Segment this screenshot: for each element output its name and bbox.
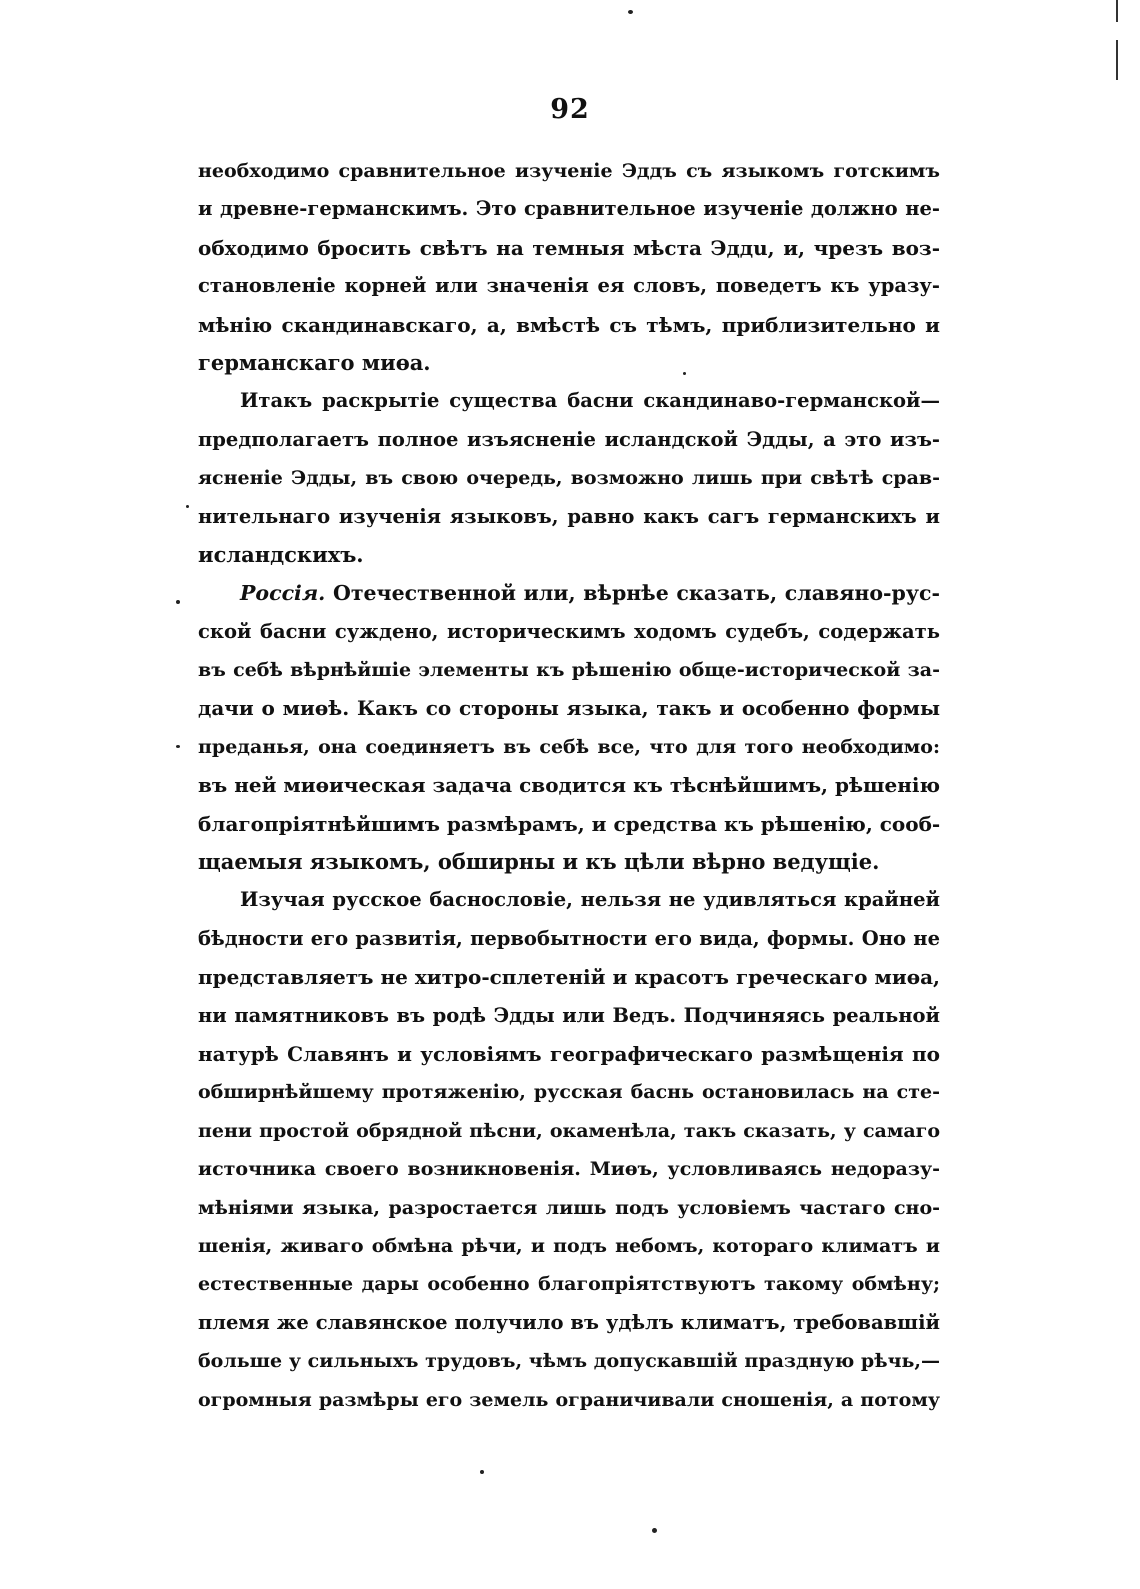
text-line: нительнаго изученія языковъ, равно какъ сагъ германскихъ и (198, 504, 940, 528)
scan-speck (176, 600, 180, 604)
text-line: представляетъ не хитро-сплетеній и красотъ греческаго миөа, (198, 965, 940, 990)
text-line: германскаго миөа. (198, 349, 431, 375)
paragraph-3 (198, 574, 940, 881)
text-line: ясненіе Эдды, въ свою очередь, возможно лишь при свѣтѣ срав- (198, 467, 940, 490)
text-line: племя же славянское получило въ удѣлъ климатъ, требовавшій (198, 1310, 940, 1334)
scan-speck (176, 745, 180, 748)
text-line: источника своего возникновенія. Миөъ, условливаясь недоразу- (198, 1158, 940, 1181)
text-line: шенія, живаго обмѣна рѣчи, и подъ небомъ, котораго климатъ и (198, 1234, 940, 1257)
text-line: предполагаетъ полное изъясненіе исландской Эдды, а это изъ- (198, 427, 940, 451)
scan-speck (186, 505, 189, 508)
text-line: мѣніями языка, разростается лишь подъ условіемъ частаго сно- (198, 1196, 940, 1219)
text-line: пени простой обрядной пѣсни, окаменѣла, такъ сказать, у самаго (198, 1119, 940, 1142)
text-line: ской басни суждено, историческимъ ходомъ судебъ, содержать (198, 619, 940, 643)
scan-speck (480, 1470, 484, 1474)
text-line: необходимо сравнительное изученіе Эддъ съ языкомъ готскимъ (198, 160, 940, 182)
text-line: бѣдности его развитія, первобытности его вида, формы. Оно не (198, 926, 940, 950)
paragraph-4 (198, 881, 940, 1418)
text-line: въ ней миөическая задача сводится къ тѣснѣйшимъ, рѣшенію (198, 773, 940, 798)
text-line: натурѣ Славянъ и условіямъ географическаго размѣщенія по (198, 1041, 940, 1066)
scan-speck (628, 10, 633, 14)
paragraph-2 (198, 382, 940, 574)
section-heading-russia: Россія. (240, 581, 326, 606)
text-line: Изучая русское баснословіе, нельзя не удивляться крайней (240, 888, 940, 912)
text-line: больше у сильныхъ трудовъ, чѣмъ допускавшій праздную рѣчь,— (198, 1350, 940, 1373)
text-line: мѣнію скандинавскаго, а, вмѣстѣ съ тѣмъ, приблизительно и (198, 312, 940, 337)
text-line: благопріятнѣйшимъ размѣрамъ, и средства къ рѣшенію, сооб- (198, 811, 941, 836)
scan-speck (652, 1528, 657, 1533)
text-line (198, 574, 940, 612)
text-line: исландскихъ. (198, 541, 364, 567)
text-line: въ себѣ вѣрнѣйшіе элементы къ рѣшенію обще-исторической за- (198, 659, 940, 682)
text-line: естественные дары особенно благопріятствуютъ такому обмѣну; (198, 1273, 940, 1296)
text-line: ни памятниковъ въ родѣ Эдды или Ведъ. Подчиняясь реальной (198, 1003, 940, 1027)
paragraph-1 (198, 152, 940, 382)
text-line: Итакъ раскрытіе существа басни скандинаво-германской— (240, 389, 940, 413)
text-line: становленіе корней или значенія ея словъ, поведетъ къ уразу- (198, 274, 940, 298)
text-line: дачи о миөѣ. Какъ со стороны языка, такъ и особенно формы (198, 696, 940, 721)
text-line: обширнѣйшему протяженію, русская баснь остановилась на сте- (198, 1081, 940, 1104)
text-line-rest: Отечественной или, вѣрнѣе сказать, славяно-рус- (325, 581, 940, 606)
scan-edge-mark (1116, 40, 1118, 80)
scan-edge-mark (1116, 0, 1118, 22)
text-line: огромныя размѣры его земель ограничивали сношенія, а потому (198, 1388, 940, 1411)
text-line: щаемыя языкомъ, обширны и къ цѣли вѣрно ведущіе. (198, 849, 880, 875)
text-line: обходимо бросить свѣтъ на темныя мѣста Эддu, и, чрезъ воз- (198, 235, 940, 260)
text-line: и древне-германскимъ. Это сравнительное изученіе должно не- (198, 197, 940, 221)
body-text (198, 152, 940, 1419)
scan-speck (683, 372, 686, 375)
text-line: преданья, она соединяетъ въ себѣ все, что для того необходимо: (198, 735, 940, 758)
page-number: 92 (550, 94, 590, 125)
